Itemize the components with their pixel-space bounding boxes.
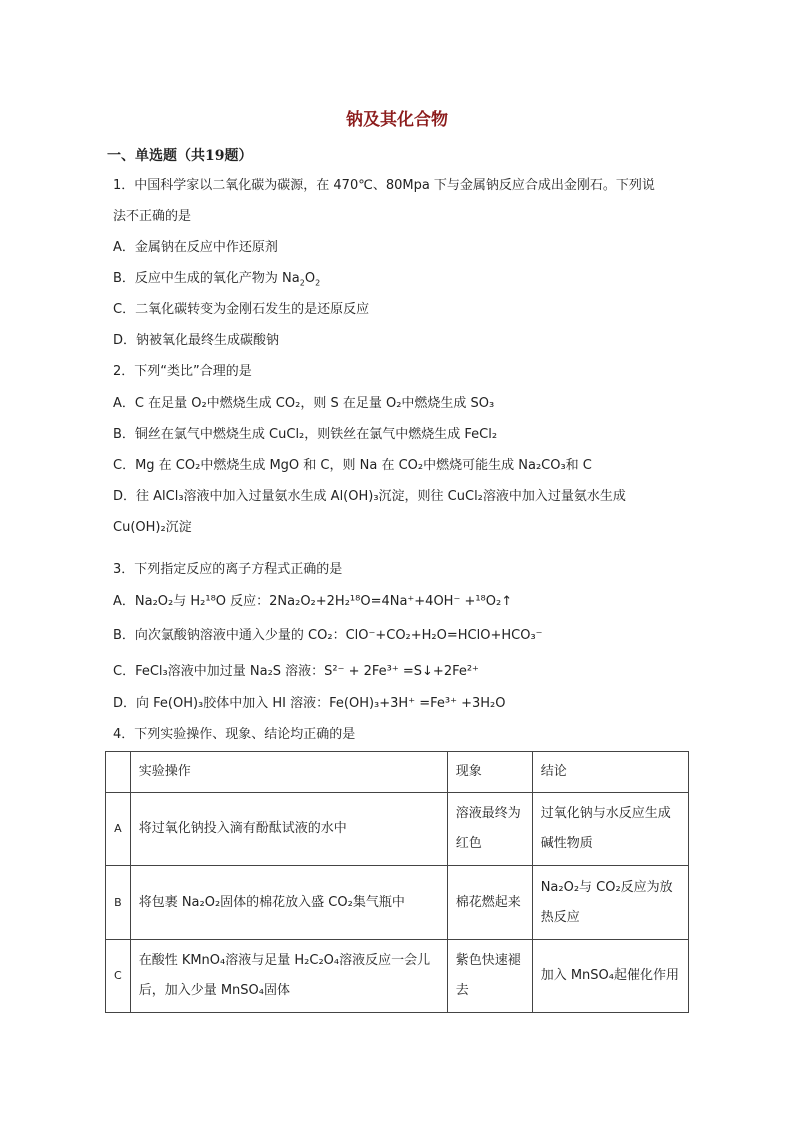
header-cell-phenomenon: 现象	[447, 752, 532, 793]
table-header-row	[106, 752, 689, 793]
experiment-table	[105, 751, 689, 1013]
q3-option-c: C．FeCl₃溶液中加过量 Na₂S 溶液：S²⁻ + 2Fe³⁺ =S↓+2Fe²⁺	[113, 664, 479, 679]
q2-option-d-line2: Cu(OH)₂沉淀	[113, 520, 192, 535]
q1-stem-line2: 法不正确的是	[113, 209, 192, 224]
q3-stem: 3．下列指定反应的离子方程式正确的是	[113, 562, 343, 577]
page-title: 钠及其化合物	[346, 110, 448, 130]
row-phenomenon: 紫色快速褪去	[447, 940, 532, 1013]
q1-option-b-text: B．反应中生成的氧化产物为 Na	[113, 271, 300, 286]
q1-option-a: A．金属钠在反应中作还原剂	[113, 240, 278, 255]
q1-option-d: D．钠被氧化最终生成碳酸钠	[113, 333, 280, 348]
row-operation: 在酸性 KMnO₄溶液与足量 H₂C₂O₄溶液反应一会儿后，加入少量 MnSO₄固体	[130, 940, 447, 1013]
row-conclusion: Na₂O₂与 CO₂反应为放热反应	[532, 866, 688, 940]
row-conclusion: 加入 MnSO₄起催化作用	[532, 940, 688, 1013]
q2-option-c: C．Mg 在 CO₂中燃烧生成 MgO 和 C，则 Na 在 CO₂中燃烧可能生成 Na₂CO₃和 C	[113, 458, 592, 473]
q1-stem-line1: 1．中国科学家以二氧化碳为碳源，在 470℃、80Mpa 下与金属钠反应合成出金刚石。下列说	[113, 178, 655, 193]
table-row	[106, 866, 689, 940]
q2-stem: 2．下列“类比”合理的是	[113, 364, 252, 379]
row-letter: B	[106, 866, 131, 940]
q2-option-b: B．铜丝在氯气中燃烧生成 CuCl₂，则铁丝在氯气中燃烧生成 FeCl₂	[113, 427, 498, 442]
row-conclusion: 过氧化钠与水反应生成碱性物质	[532, 793, 688, 866]
header-cell-operation: 实验操作	[130, 752, 447, 793]
row-operation: 将过氧化钠投入滴有酚酞试液的水中	[130, 793, 447, 866]
section-heading: 一、单选题（共19题）	[107, 148, 253, 164]
q2-option-a: A．C 在足量 O₂中燃烧生成 CO₂，则 S 在足量 O₂中燃烧生成 SO₃	[113, 396, 495, 411]
q3-option-a: A．Na₂O₂与 H₂¹⁸O 反应：2Na₂O₂+2H₂¹⁸O=4Na⁺+4OH⁻ +¹⁸O₂↑	[113, 594, 513, 609]
header-cell-letter	[106, 752, 131, 793]
row-operation: 将包裹 Na₂O₂固体的棉花放入盛 CO₂集气瓶中	[130, 866, 447, 940]
header-cell-conclusion: 结论	[532, 752, 688, 793]
q1-option-c: C．二氧化碳转变为金刚石发生的是还原反应	[113, 302, 370, 317]
q2-option-d-line1: D．往 AlCl₃溶液中加入过量氨水生成 Al(OH)₃沉淀，则往 CuCl₂溶液中加入过量氨水生成	[113, 489, 626, 504]
row-phenomenon: 溶液最终为红色	[447, 793, 532, 866]
q4-stem: 4．下列实验操作、现象、结论均正确的是	[113, 727, 356, 742]
q3-option-d: D．向 Fe(OH)₃胶体中加入 HI 溶液：Fe(OH)₃+3H⁺ =Fe³⁺ +3H₂O	[113, 696, 506, 711]
table-row	[106, 940, 689, 1013]
q3-option-b: B．向次氯酸钠溶液中通入少量的 CO₂：ClO⁻+CO₂+H₂O=HClO+HCO₃⁻	[113, 628, 543, 643]
row-letter: A	[106, 793, 131, 866]
row-letter: C	[106, 940, 131, 1013]
row-phenomenon: 棉花燃起来	[447, 866, 532, 940]
q1-option-b: B．反应中生成的氧化产物为 $Na_2O_2$	[113, 271, 321, 288]
table-row	[106, 793, 689, 866]
